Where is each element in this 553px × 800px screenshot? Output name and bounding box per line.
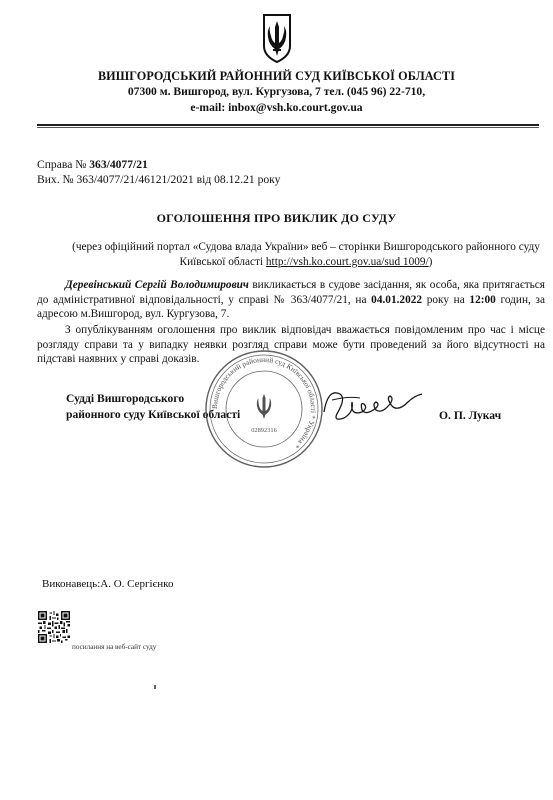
court-address: 07300 м. Вишгород, вул. Кургузова, 7 тел. (045 96) 22-710, (127, 85, 426, 98)
judge-signature (318, 382, 428, 428)
judge-title: Судді Вишгородського районного суду Київської області (66, 392, 241, 421)
svg-text:02892316: 02892316 (251, 427, 277, 434)
svg-text:Вишгородський районний суд Киї: Вишгородський районний суд Київської області * Україна * (209, 354, 319, 451)
scan-speck (154, 685, 156, 689)
portal-note: (через офіційний портал «Судова влада України» веб – сторінки Вишгородського районного суду Київської області http://vsh.ko.court.gov.ua/sud 1009/) (72, 241, 540, 268)
executor-line: Виконавець:А. О. Сергієнко (42, 578, 174, 590)
coat-of-arms-icon (261, 12, 293, 64)
hearing-time: 12:00 (469, 293, 496, 306)
qr-code-icon[interactable] (38, 611, 70, 643)
defendant-name: Деревінський Сергій Володимирович (65, 279, 249, 291)
case-number-line: Справа № 363/4077/21 (37, 158, 148, 171)
hearing-date: 04.01.2022 (371, 293, 423, 306)
summons-paragraph: Деревінський Сергій Володимирович викликається в судове засідання, як особа, яка притягається до адміністративної відповідальності, у справі № 363/4077/21, на 04.01.2022 року на 12:00 годин, за адресою м.Вишгород, вул. Кургузова, 7. (37, 279, 545, 320)
judge-name: О. П. Лукач (439, 409, 502, 422)
header-divider-thin (37, 127, 539, 128)
outgoing-number: Вих. № 363/4077/21/46121/2021 від 08.12.21 року (37, 173, 281, 186)
court-name: ВИШГОРОДСЬКИЙ РАЙОННИЙ СУД КИЇВСЬКОЇ ОБЛАСТІ (97, 69, 456, 83)
court-stamp (203, 348, 325, 470)
document-title: ОГОЛОШЕННЯ ПРО ВИКЛИК ДО СУДУ (156, 211, 397, 225)
court-email: e-mail: inbox@vsh.ko.court.gov.ua (190, 101, 363, 114)
qr-caption: посилання на веб-сайт суду (72, 643, 157, 651)
notice-paragraph: З опублікуванням оголошення про виклик відповідач вважається повідомленим про час і місце розгляду справи та у випадку неявки розгляд справи може бути проведений за його відсутності на підставі наявних у справі доказів. (37, 324, 545, 365)
case-number: 363/4077/21 (89, 158, 148, 171)
court-website-link[interactable]: http://vsh.ko.court.gov.ua/sud 1009/ (265, 256, 429, 268)
header-divider (37, 124, 539, 126)
